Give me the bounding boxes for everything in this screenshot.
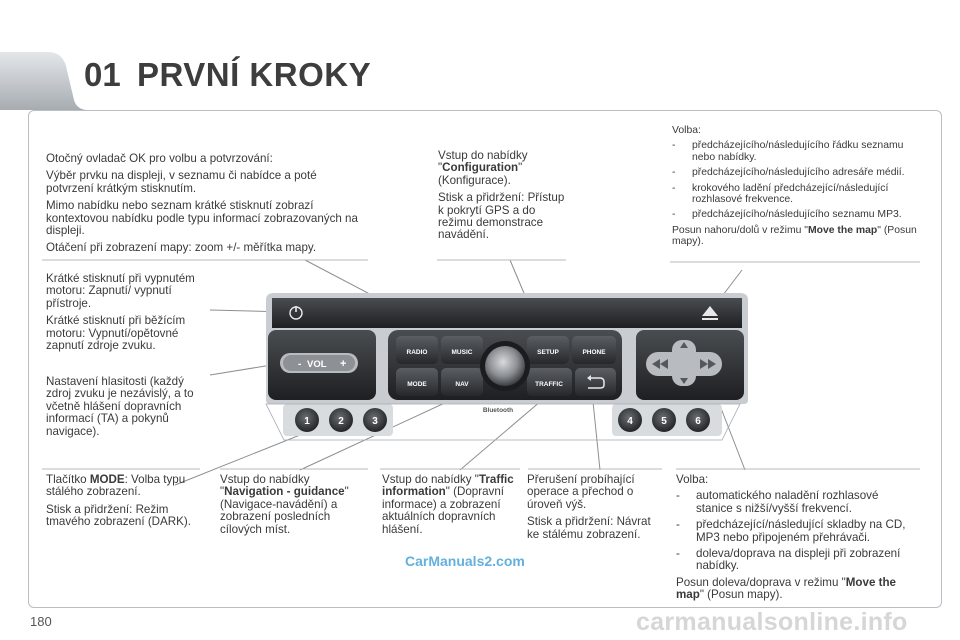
callout-volume bbox=[46, 376, 204, 443]
preset-6-label: 6 bbox=[695, 416, 701, 427]
page-number: 180 bbox=[30, 614, 52, 629]
callout-setup-p2: Stisk a přidržení: Přístup k pokrytí GPS a do režimu demonstrace navádění. bbox=[438, 191, 565, 242]
preset-1-label: 1 bbox=[304, 416, 310, 427]
chapter-number: 01 bbox=[84, 56, 121, 93]
callout-mode bbox=[46, 474, 206, 534]
vol-label: VOL bbox=[307, 359, 327, 370]
watermark-left[interactable]: CarManuals2.com bbox=[405, 553, 525, 569]
callout-selection-bottom-note: Posun doleva/doprava v režimu "Move the map" (Posun mapy). bbox=[676, 575, 896, 602]
chapter-title: PRVNÍ KROKY bbox=[137, 56, 372, 93]
callout-back-p2: Stisk a přidržení: Návrat ke stálému zobrazení. bbox=[527, 515, 651, 541]
callout-selection-top-note: Posun nahoru/dolů v režimu "Move the map" (Posun mapy). bbox=[672, 224, 917, 248]
callout-setup-p1: Vstup do nabídky "Configuration" (Konfigurace). bbox=[438, 149, 528, 187]
callout-mode-p2: Stisk a přidržení: Režim tmavého zobrazení (DARK). bbox=[46, 502, 191, 529]
vol-minus-label: - bbox=[298, 359, 302, 370]
callout-ok-dial-p1: Otočný ovladač OK pro volbu a potvrzování: bbox=[46, 152, 273, 165]
callout-selection-top bbox=[672, 125, 924, 248]
callout-ok-dial bbox=[46, 153, 366, 260]
list-item: - doleva/doprava na displeji při zobrazení nabídky. bbox=[676, 547, 901, 573]
callout-back-p1: Přerušení probíhající operace a přechod o úroveň výš. bbox=[527, 473, 635, 511]
callout-power-p1: Krátké stisknutí při vypnutém motoru: Zapnutí/ vypnutí přístroje. bbox=[46, 272, 195, 310]
preset-5-label: 5 bbox=[661, 416, 667, 427]
callout-ok-dial-p3: Mimo nabídku nebo seznam krátké stisknutí zobrazí kontextovou nabídku podle typu informací zobrazovaných na displeji. bbox=[46, 199, 358, 238]
music-button-label: MUSIC bbox=[451, 349, 473, 356]
radio-button-label: RADIO bbox=[406, 349, 428, 356]
callout-selection-bottom bbox=[676, 474, 916, 602]
traffic-button-label: TRAFFIC bbox=[535, 381, 563, 388]
list-item: - předcházejícího/následujícího seznamu MP3. bbox=[672, 209, 902, 221]
mode-button-label: MODE bbox=[407, 381, 427, 388]
preset-2-label: 2 bbox=[338, 416, 344, 427]
callout-traffic bbox=[382, 474, 522, 541]
list-item: - předcházejícího/následujícího adresáře médií. bbox=[672, 167, 905, 179]
preset-4-label: 4 bbox=[627, 416, 633, 427]
callout-setup bbox=[438, 150, 566, 247]
selection-top-list bbox=[672, 140, 924, 220]
watermark-right[interactable]: carmanualsonline.info bbox=[636, 608, 908, 636]
bluetooth-label: Bluetooth bbox=[482, 407, 514, 414]
phone-button-label: PHONE bbox=[582, 349, 606, 356]
callout-nav bbox=[220, 474, 370, 541]
selection-bottom-list bbox=[676, 490, 916, 572]
callout-mode-p1: Tlačítko MODE: Volba typu stálého zobrazení. bbox=[46, 473, 186, 499]
ok-dial bbox=[485, 346, 525, 386]
callout-ok-dial-p2: Výběr prvku na displeji, v seznamu či nabídce a poté potvrzení krátkým stisknutím. bbox=[46, 169, 317, 195]
preset-3-label: 3 bbox=[372, 416, 378, 427]
list-item: - předcházející/následující skladby na CD, MP3 nebo připojeném přehrávači. bbox=[676, 518, 906, 544]
callout-ok-dial-p4: Otáčení při zobrazení mapy: zoom +/- měřítka mapy. bbox=[46, 241, 317, 255]
callout-selection-top-title: Volba: bbox=[672, 125, 701, 136]
vol-plus-label: + bbox=[340, 358, 347, 370]
callout-nav-p1: Vstup do nabídky "Navigation - guidance" (Navigace-navádění) a zobrazení posledních cílových míst. bbox=[220, 473, 349, 536]
list-item: - krokového ladění předcházející/následující rozhlasové frekvence. bbox=[672, 182, 889, 206]
callout-power bbox=[46, 273, 204, 357]
callout-back bbox=[527, 474, 663, 546]
callout-selection-bottom-title: Volba: bbox=[676, 473, 709, 486]
callout-volume-p1: Nastavení hlasitosti (každý zdroj zvuku je nezávislý, a to včetně hlášení dopravních informací (TA) a pokynů navigace). bbox=[46, 375, 194, 438]
list-item: - automatického naladění rozhlasové stanice s nižší/vyšší frekvencí. bbox=[676, 489, 879, 515]
callout-power-p2: Krátké stisknutí při běžícím motoru: Vypnutí/opětovné zapnutí zdroje zvuku. bbox=[46, 314, 186, 353]
setup-button-label: SETUP bbox=[537, 349, 559, 356]
nav-button-label: NAV bbox=[455, 381, 469, 388]
list-item: - předcházejícího/následujícího řádku seznamu nebo nabídky. bbox=[672, 140, 904, 163]
callout-traffic-p1: Vstup do nabídky "Traffic information" (Dopravní informace) a zobrazení aktuálních dopravních hlášení. bbox=[382, 473, 514, 536]
